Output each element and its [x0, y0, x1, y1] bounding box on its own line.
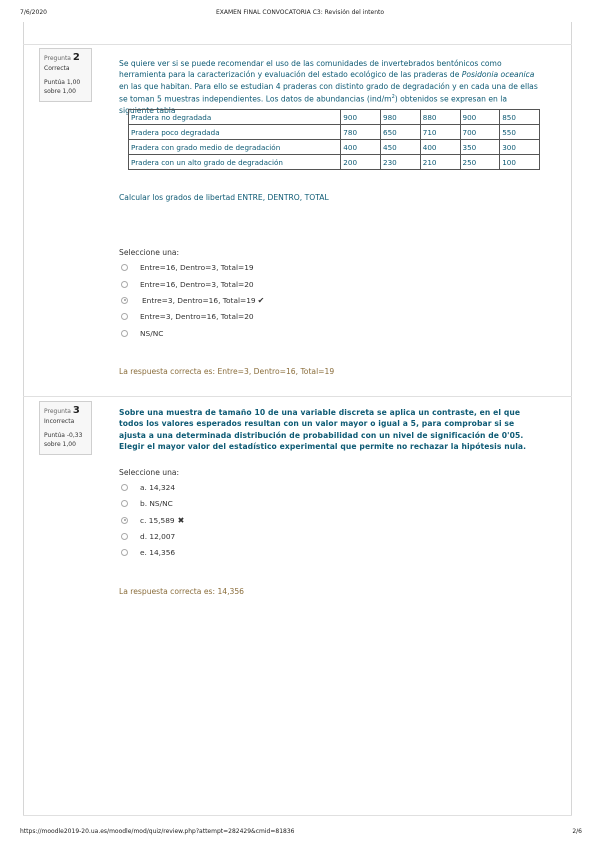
- cross-icon: ✖: [177, 515, 185, 525]
- q2-prompt: Calcular los grados de libertad ENTRE, DENTRO, TOTAL: [119, 193, 329, 202]
- table-row: Pradera con grado medio de degradación 400 450 400 350 300: [129, 140, 540, 155]
- abundance-table: [128, 109, 540, 170]
- q3-info-box: [39, 401, 92, 455]
- radio-button[interactable]: [121, 281, 128, 288]
- print-date: 7/6/2020: [20, 9, 47, 16]
- radio-button-selected[interactable]: [121, 297, 128, 304]
- page-right-rule: [571, 22, 572, 816]
- question-label: Pregunta: [44, 408, 71, 415]
- q3-select-label: Seleccione una:: [119, 468, 180, 477]
- print-title: EXAMEN FINAL CONVOCATORIA C3: Revisión del intento: [215, 9, 385, 16]
- radio-button-selected[interactable]: [121, 517, 128, 524]
- q3-option-d[interactable]: d. 12,007: [121, 530, 175, 542]
- q2-info-box: [39, 48, 92, 102]
- table-row: Pradera poco degradada 780 650 710 700 550: [129, 125, 540, 140]
- page-number: 2/6: [572, 828, 582, 835]
- q3-option-c[interactable]: c. 15,589 ✖: [121, 514, 184, 526]
- question-separator: [23, 396, 572, 397]
- radio-button[interactable]: [121, 264, 128, 271]
- page-bottom-rule: [23, 815, 572, 816]
- q2-option-b[interactable]: Entre=16, Dentro=3, Total=20: [121, 278, 254, 290]
- radio-button[interactable]: [121, 484, 128, 491]
- q2-option-d[interactable]: Entre=3, Dentro=16, Total=20: [121, 310, 254, 322]
- question-number: 2: [72, 52, 80, 63]
- question-score: Puntúa -0,33 sobre 1,00: [44, 432, 83, 448]
- radio-button[interactable]: [121, 313, 128, 320]
- print-url: https://moodle2019-20.ua.es/moodle/mod/quiz/review.php?attempt=282429&cmid=81836: [20, 828, 295, 835]
- question-state: Correcta: [44, 65, 70, 72]
- q2-select-label: Seleccione una:: [119, 248, 180, 257]
- radio-button[interactable]: [121, 500, 128, 507]
- q3-correct-answer: La respuesta correcta es: 14,356: [119, 587, 245, 596]
- q2-correct-answer: La respuesta correcta es: Entre=3, Dentro=16, Total=19: [119, 367, 335, 376]
- q3-question-text: Sobre una muestra de tamaño 10 de una variable discreta se aplica un contraste, en el que todos los valores esperados resultan con un valor mayor o igual a 5, para comprobar si se ajusta a una determinada distribución de probabilidad con un nivel de significación de 0'05. Elegir el mayor valor del estadístico experimental que permite no rechazar la hipótesis nula.: [119, 408, 527, 452]
- q2-option-a[interactable]: Entre=16, Dentro=3, Total=19: [121, 261, 254, 273]
- q3-option-e[interactable]: e. 14,356: [121, 546, 175, 558]
- q2-question-text: Se quiere ver si se puede recomendar el uso de las comunidades de invertebrados bentónicos como herramienta para la caracterización y evaluación del estado ecológico de las praderas de Posidonia oceanica en las que habitan. Para ello se estudian 4 praderas con distinto grado de degradación y en cada una de ellas se toman 5 muestras independientes. Los datos de abundancias $(ind/m^2)$ obtenidos se expresan en la siguiente tabla: [119, 59, 538, 116]
- check-icon: ✔: [257, 295, 265, 305]
- radio-button[interactable]: [121, 533, 128, 540]
- q2-option-c[interactable]: Entre=3, Dentro=16, Total=19 ✔: [121, 294, 264, 306]
- radio-button[interactable]: [121, 549, 128, 556]
- table-row: Pradera no degradada 900 980 880 900 850: [129, 110, 540, 125]
- radio-button[interactable]: [121, 330, 128, 337]
- q3-option-a[interactable]: a. 14,324: [121, 481, 175, 493]
- table-row: Pradera con un alto grado de degradación 200 230 210 250 100: [129, 155, 540, 170]
- question-label: Pregunta: [44, 55, 71, 62]
- q2-option-e[interactable]: NS/NC: [121, 327, 163, 339]
- page-left-rule: [23, 22, 24, 816]
- question-score: Puntúa 1,00 sobre 1,00: [44, 79, 81, 95]
- question-state: Incorrecta: [44, 418, 75, 425]
- q3-option-b[interactable]: b. NS/NC: [121, 497, 173, 509]
- question-separator: [23, 44, 572, 45]
- question-number: 3: [72, 405, 80, 416]
